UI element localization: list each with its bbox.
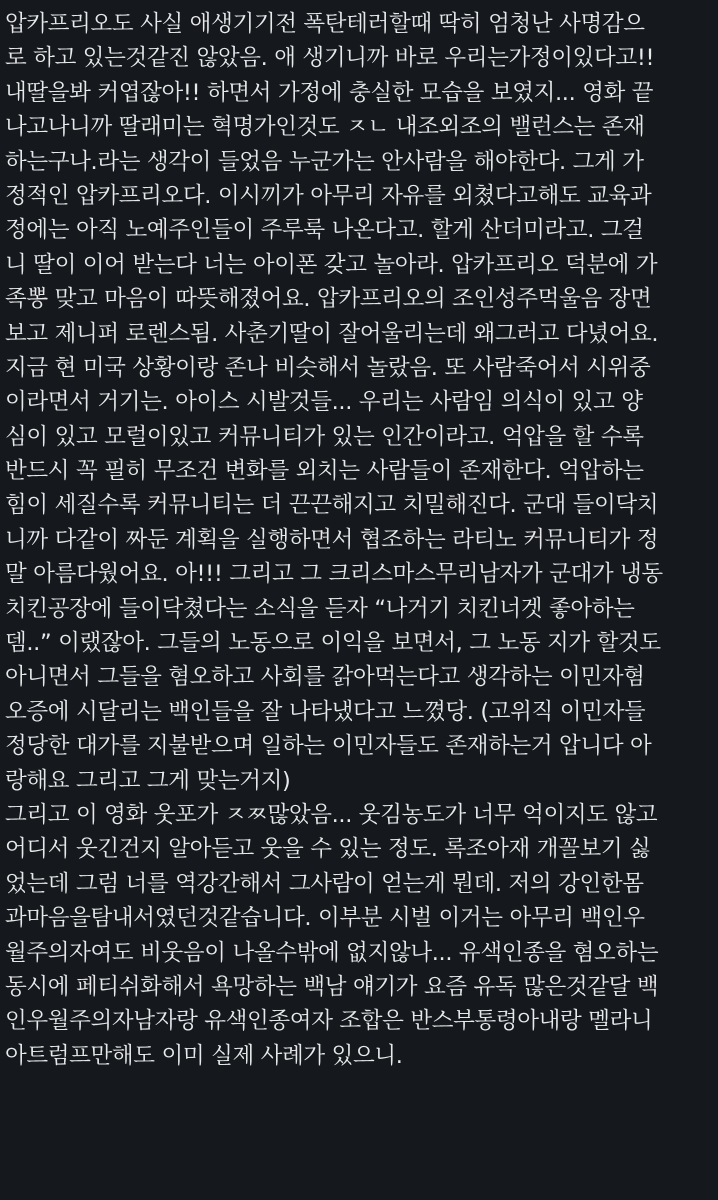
post-text-line: 정에는 아직 노예주인들이 주루룩 나온다고. 할게 산더미라고. 그걸 <box>5 217 644 244</box>
post-text-line: 보고 제니퍼 로렌스됨. 사춘기딸이 잘어울리는데 왜그러고 다녔어요. <box>5 320 659 347</box>
post-text-line: 정당한 대가를 지불받으며 일하는 이민자들도 존재하는거 압니다 아 <box>5 733 652 760</box>
post-text-line: 내딸을봐 커엽잖아!! 하면서 가정에 충실한 모습을 보였지... 영화 끝 <box>5 79 654 106</box>
post-text-line: 과마음을탐내서였던것같습니다. 이부분 시벌 이거는 아무리 백인우 <box>5 905 645 932</box>
post-text-line: 랑해요 그리고 그게 맞는거지) <box>5 767 291 794</box>
post-text-line: 지금 현 미국 상황이랑 존나 비슷해서 놀랐음. 또 사람죽어서 시위중 <box>5 354 651 381</box>
post-text-line: 반드시 꼭 필히 무조건 변화를 외치는 사람들이 존재한다. 억압하는 <box>5 458 644 485</box>
post-text-line: 었는데 그럼 너를 역강간해서 그사람이 얻는게 뭔데. 저의 강인한몸 <box>5 870 644 897</box>
post-text-line: 압카프리오도 사실 애생기기전 폭탄테러할때 딱히 엄청난 사명감으 <box>5 11 645 37</box>
post-text-line: 힘이 세질수록 커뮤니티는 더 끈끈해지고 치밀해진다. 군대 들이닥치 <box>5 492 659 519</box>
post-text-line: 이라면서 거기는. 아이스 시발것들... 우리는 사람임 의식이 있고 양 <box>5 389 643 416</box>
post-text-line: 심이 있고 모럴이있고 커뮤니티가 있는 인간이라고. 억압을 할 수록 <box>5 423 644 450</box>
post-text-line: 그리고 이 영화 웃포가 ㅈㅉ많았음... 웃김농도가 너무 억이지도 않고 <box>5 801 658 828</box>
post-text-line: 뎀..” 이랬잖아. 그들의 노동으로 이익을 보면서, 그 노동 지가 할것도 <box>5 630 661 657</box>
post-text-line: 월주의자여도 비웃음이 나올수밖에 없지않나... 유색인종을 혐오하는 <box>5 939 659 966</box>
post-text-line: 정적인 압카프리오다. 이시끼가 아무리 자유를 외쳤다고해도 교육과 <box>5 182 652 209</box>
post-text-line: 아트럼프만해도 이미 실제 사례가 있으니. <box>5 1042 403 1069</box>
post-text-line: 치킨공장에 들이닥쳤다는 소식을 듣자 “나거기 치킨너겟 좋아하는 <box>5 595 635 622</box>
post-text-line: 니까 다같이 짜둔 계획을 실행하면서 협조하는 라티노 커뮤니티가 정 <box>5 526 659 553</box>
post-text-line: 인우월주의자남자랑 유색인종여자 조합은 반스부통령아내랑 멜라니 <box>5 1008 653 1035</box>
post-text-line: 오증에 시달리는 백인들을 잘 나타냈다고 느꼈당. (고위직 이민자들 <box>5 698 646 725</box>
post-text-line: 어디서 웃긴건지 알아듣고 웃을 수 있는 정도. 록조아재 개꼴보기 싫 <box>5 836 651 863</box>
post-text-line: 니 딸이 이어 받는다 너는 아이폰 갖고 놀아라. 압카프리오 덕분에 가 <box>5 251 658 278</box>
post-text-line: 말 아름다웠어요. 아!!! 그리고 그 크리스마스무리남자가 군대가 냉동 <box>5 561 663 588</box>
post-text-line: 족뽕 맞고 마음이 따뜻해졌어요. 압카프리오의 조인성주먹울음 장면 <box>5 286 652 313</box>
post-text-line: 나고나니까 딸래미는 혁명가인것도 ㅈㄴ 내조외조의 밸런스는 존재 <box>5 114 645 141</box>
post-text-line: 아니면서 그들을 혐오하고 사회를 갉아먹는다고 생각하는 이민자혐 <box>5 664 645 691</box>
post-text-line: 하는구나.라는 생각이 들었음 누군가는 안사람을 해야한다. 그게 가 <box>5 148 644 175</box>
post-text <box>5 7 713 1073</box>
post-text-line: 로 하고 있는것같진 않았음. 애 생기니까 바로 우리는가정이있다고!! <box>5 45 655 72</box>
post-text-line: 동시에 페티쉬화해서 욕망하는 백남 얘기가 요즘 유독 많은것같달 백 <box>5 973 659 1000</box>
